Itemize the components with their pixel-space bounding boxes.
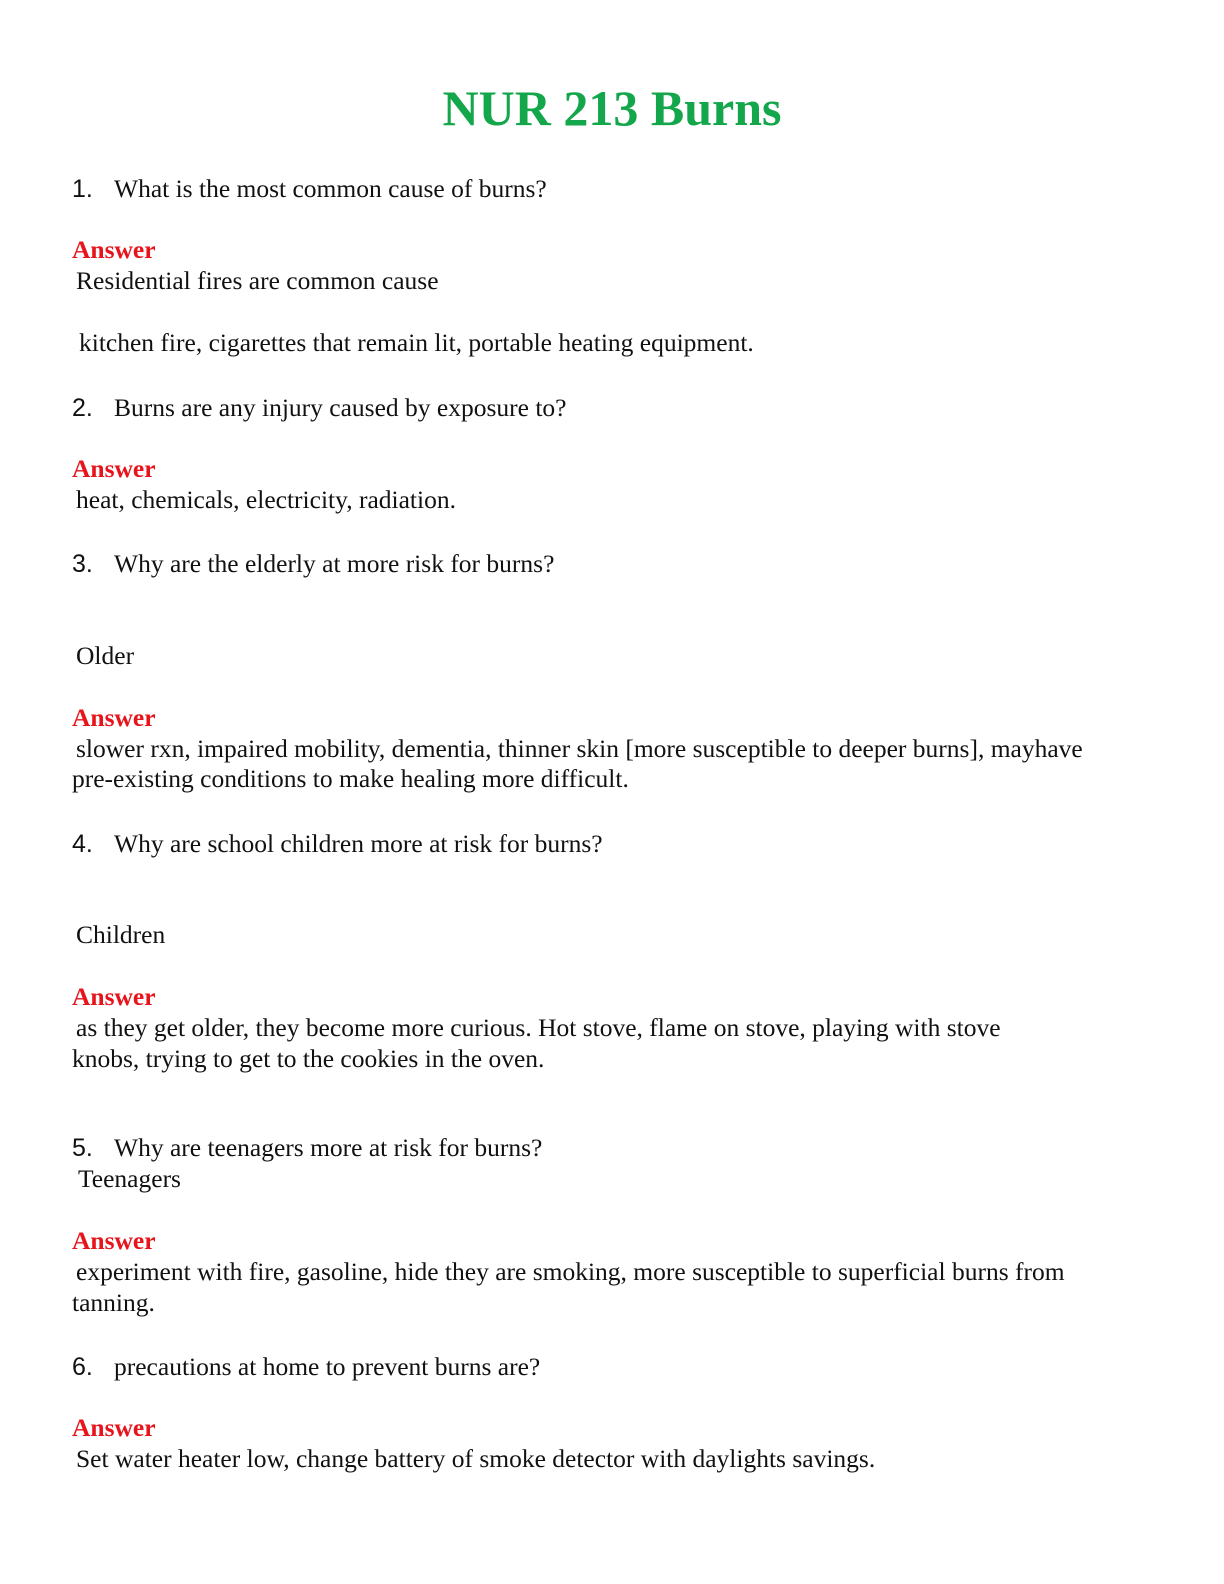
- answer-line: as they get older, they become more curious. Hot stove, flame on stove, playing with stove: [76, 1013, 1001, 1042]
- question-1: [72, 174, 547, 204]
- question-2: [72, 393, 567, 423]
- question-text: Burns are any injury caused by exposure to?: [114, 393, 567, 422]
- answer-label: Answer: [72, 1226, 156, 1255]
- category-label: Children: [76, 920, 166, 949]
- answer-line: Residential fires are common cause: [76, 266, 439, 295]
- answer-line: knobs, trying to get to the cookies in the oven.: [72, 1044, 545, 1073]
- answer-line: heat, chemicals, electricity, radiation.: [76, 485, 456, 514]
- answer-label: Answer: [72, 982, 156, 1011]
- question-5: [72, 1133, 542, 1163]
- question-number: 1.: [72, 175, 93, 203]
- category-label: Older: [76, 641, 135, 670]
- question-3: [72, 549, 554, 579]
- answer-label: Answer: [72, 703, 156, 732]
- question-number: 2.: [72, 394, 93, 422]
- question-text: What is the most common cause of burns?: [114, 174, 547, 203]
- question-6: [72, 1352, 540, 1382]
- question-number: 6.: [72, 1353, 93, 1381]
- question-number: 3.: [72, 550, 93, 578]
- question-number: 4.: [72, 830, 93, 858]
- answer-line: pre-existing conditions to make healing more difficult.: [72, 764, 629, 793]
- answer-line: tanning.: [72, 1288, 155, 1317]
- answer-line: experiment with fire, gasoline, hide they are smoking, more susceptible to superficial burns from: [76, 1257, 1065, 1286]
- answer-label: Answer: [72, 1413, 156, 1442]
- page-title: NUR 213 Burns: [442, 80, 782, 136]
- answer-line: slower rxn, impaired mobility, dementia, thinner skin [more susceptible to deeper burns], mayhave: [76, 734, 1083, 763]
- category-label: Teenagers: [78, 1164, 181, 1193]
- question-text: Why are the elderly at more risk for burns?: [114, 549, 555, 578]
- answer-line: kitchen fire, cigarettes that remain lit, portable heating equipment.: [79, 328, 754, 357]
- answer-label: Answer: [72, 235, 156, 264]
- answer-line: Set water heater low, change battery of smoke detector with daylights savings.: [76, 1444, 876, 1473]
- question-text: precautions at home to prevent burns are?: [114, 1352, 541, 1381]
- answer-label: Answer: [72, 454, 156, 483]
- question-number: 5.: [72, 1134, 93, 1162]
- question-4: [72, 829, 603, 859]
- question-text: Why are teenagers more at risk for burns?: [114, 1133, 543, 1162]
- question-text: Why are school children more at risk for burns?: [114, 829, 603, 858]
